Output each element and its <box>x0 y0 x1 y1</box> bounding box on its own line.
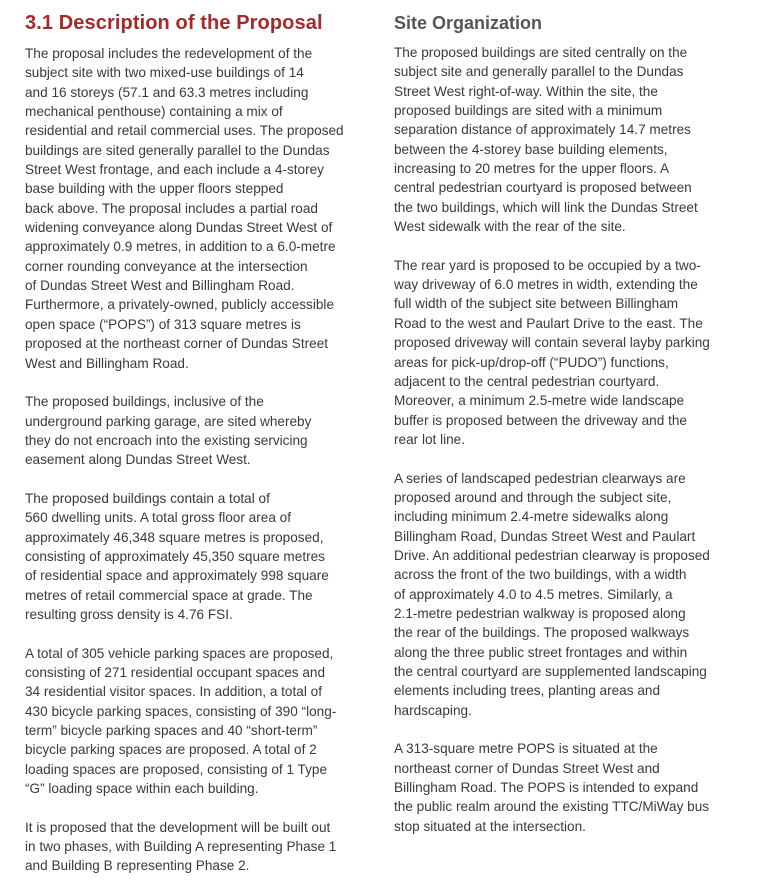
rear-yard-paragraph: The rear yard is proposed to be occupied by a two- way driveway of 6.0 metres in width, extending the full width of the subject site between Billingham Road to the west and Paulart Drive to the east. The proposed driveway will contain several layby parking areas for pick-up/drop-off (“PUDO”) functions, adjacent to the central pedestrian courtyard. Moreover, a minimum 2.5-metre wide landscape buffer is proposed between the driveway and the rear lot line. <box>394 257 710 447</box>
left-column <box>25 0 380 895</box>
pops-paragraph: A 313-square metre POPS is situated at the northeast corner of Dundas Street West and Billingham Road. The POPS is intended to expand the public realm around the existing TTC/MiWay bus stop situated at the intersection. <box>394 741 710 834</box>
right-column <box>394 0 750 855</box>
parking-spaces-paragraph: A total of 305 vehicle parking spaces are proposed, consisting of 271 residential occupant spaces and 34 residential visitor spaces. In addition, a total of 430 bicycle parking spaces, consisting of 390 “long- term” bicycle parking spaces and 40 “short-term” bicycle parking spaces are proposed. A total of 2 loading spaces are proposed, consisting of 1 Type “G” loading space within each building. <box>25 645 337 797</box>
clearways-paragraph: A series of landscaped pedestrian clearways are proposed around and through the subject site, including minimum 2.4-metre sidewalks along Billingham Road, Dundas Street West and Paulart Drive. An additional pedestrian clearway is proposed across the front of the two buildings, with a width of approximately 4.0 to 4.5 metres. Similarly, a 2.1-metre pedestrian walkway is proposed along the rear of the buildings. The proposed walkways along the three public street frontages and within the central courtyard are supplemented landscaping elements including trees, planting areas and hardscaping. <box>394 470 710 718</box>
parking-garage-paragraph: The proposed buildings, inclusive of the underground parking garage, are sited whereby they do not encroach into the existing servicing easement along Dundas Street West. <box>25 394 312 468</box>
siting-paragraph: The proposed buildings are sited centrally on the subject site and generally parallel to the Dundas Street West right-of-way. Within the site, the proposed buildings are sited with a minimum separation distance of approximately 14.7 metres between the 4-storey base building elements, increasing to 20 metres for the upper floors. A central pedestrian courtyard is proposed between the two buildings, which will link the Dundas Street West sidewalk with the rear of the site. <box>394 45 698 235</box>
subsection-heading: Site Organization <box>394 13 543 33</box>
phasing-paragraph: It is proposed that the development will be built out in two phases, with Building A representing Phase 1 and Building B representing Phase 2. <box>25 819 337 874</box>
section-heading: 3.1 Description of the Proposal <box>25 12 323 34</box>
proposal-overview-paragraph: The proposal includes the redevelopment of the subject site with two mixed-use buildings of 14 and 16 storeys (57.1 and 63.3 metres including mechanical penthouse) containing a mix of residential and retail commercial uses. The proposed buildings are sited generally parallel to the Dundas Street West frontage, and each include a 4-storey base building with the upper floors stepped back above. The proposal includes a partial road widening conveyance along Dundas Street West of approximately 0.9 metres, in addition to a 6.0-metre corner rounding conveyance at the intersection of Dundas Street West and Billingham Road. Furthermore, a privately-owned, publicly accessible open space (“POPS”) of 313 square metres is proposed at the northeast corner of Dundas Street West and Billingham Road. <box>25 46 344 371</box>
dwelling-units-paragraph: The proposed buildings contain a total of 560 dwelling units. A total gross floor area of approximately 46,348 square metres is proposed, consisting of approximately 45,350 square metres of residential space and approximately 998 square metres of retail commercial space at grade. The resulting gross density is 4.76 FSI. <box>25 490 329 622</box>
